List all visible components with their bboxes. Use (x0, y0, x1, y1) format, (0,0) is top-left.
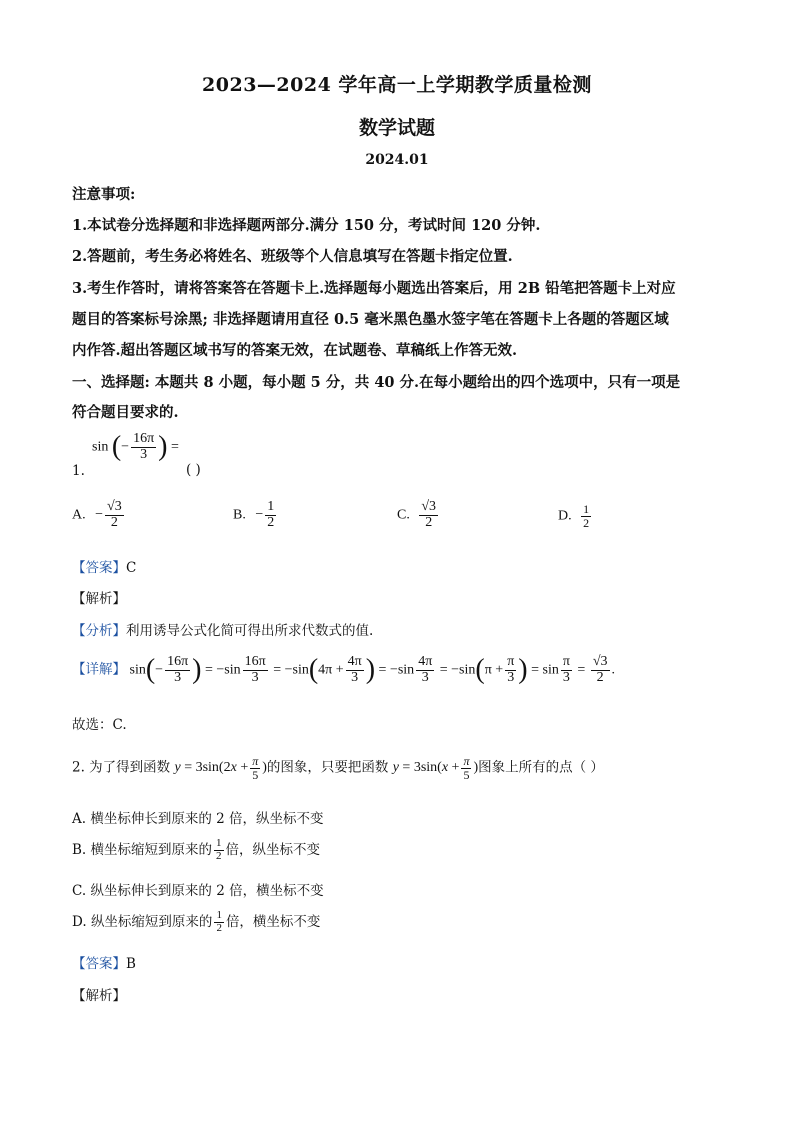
q1-frac-num: 16π (133, 431, 155, 446)
option-label: B. (233, 507, 246, 523)
option-num: 1 (583, 502, 590, 516)
exam-date: 2024.01 (365, 152, 429, 168)
q1-detail: 【详解】 sin(− $\frac{16\pi}{3}$ ) = −sin $\frac{16\pi}{3}$ = −sin(4π + $\frac{4\pi}{3}$ ) = −sin $\frac{4\pi}{3}$ = −sin(π + $\frac{\pi}{3}$ ) = sin $\frac{\pi}{3}$ = $\frac{√3}{2}$ . (72, 654, 616, 686)
q2-option-c (72, 879, 324, 899)
notice-item-3: 3.考生作答时，请将答案答在答题卡上.选择题每小题选出答案后，用 2B 铅笔把答题卡上对应 (72, 280, 676, 297)
option-sign: − (95, 507, 104, 523)
page-subtitle: 数学试题 (358, 117, 435, 139)
q2-stem-b: 的图象，只要把函数 (266, 759, 389, 776)
section-heading-cont: 符合题目要求的. (72, 404, 179, 421)
option-text-b: 倍，纵坐标不变 (225, 842, 321, 858)
q1-option-d (558, 503, 593, 529)
q2-stem (72, 755, 604, 781)
option-label: A. (72, 811, 87, 827)
q2-option-b: B. 横坐标缩短到原来的 $\frac{1}{2}$ 倍，纵坐标不变 (72, 837, 321, 862)
q2-stem-a: 2. 为了得到函数 (72, 759, 171, 776)
option-den: 2 (267, 514, 275, 530)
detail-tag: 【详解】 (72, 661, 126, 678)
q1-expression (92, 432, 179, 462)
option-label: D. (72, 914, 87, 930)
q1-conclusion: 故选：C. (72, 717, 127, 733)
q1-blank: ( ) (186, 462, 201, 478)
q1-fraction (131, 432, 156, 462)
option-num: √3 (421, 499, 437, 514)
q1-sin: sin (92, 439, 109, 455)
answer-value: B (126, 956, 136, 972)
q1-option-c (397, 500, 440, 530)
option-den: 2 (110, 514, 118, 530)
q2-func2: y = 3sin(x + $\frac{\pi}{5}$ ) (392, 754, 479, 782)
q2-func1: y = 3sin(2x + $\frac{\pi}{5}$ ) (174, 754, 267, 782)
q2-explain-tag: 【解析】 (72, 988, 126, 1004)
q1-option-a (72, 500, 126, 530)
q1-frac-den: 3 (140, 446, 148, 462)
option-den: 2 (425, 514, 433, 530)
answer-tag: 【答案】 (72, 560, 126, 576)
q1-explain-tag: 【解析】 (72, 591, 126, 607)
notice-heading: 注意事项: (72, 186, 136, 203)
option-num: 1 (267, 499, 275, 514)
option-text: 纵坐标伸长到原来的 2 倍，横坐标不变 (90, 883, 324, 899)
q1-analysis (72, 619, 373, 639)
notice-item-3-end: 内作答.超出答题区域书写的答案无效，在试题卷、草稿纸上作答无效. (72, 342, 518, 359)
option-sign: − (255, 507, 264, 523)
analysis-text: 利用诱导公式化简可得出所求代数式的值. (126, 623, 374, 639)
answer-tag: 【答案】 (72, 956, 126, 972)
notice-item-3-cont: 题目的答案标号涂黑; 非选择题请用直径 0.5 毫米黑色墨水签字笔在答题卡上各题的答题区域 (72, 311, 669, 328)
notice-item-1: 1.本试卷分选择题和非选择题两部分.满分 150 分，考试时间 120 分钟. (72, 217, 541, 234)
q2-option-a (72, 807, 324, 827)
option-label: C. (72, 883, 87, 899)
q1-equals: = (170, 439, 179, 455)
option-label: C. (397, 507, 410, 523)
q2-stem-c: 图象上所有的点（ ） (478, 759, 604, 776)
option-den: 2 (583, 515, 590, 530)
q2-option-d: D. 纵坐标缩短到原来的 $\frac{1}{2}$ 倍，横坐标不变 (72, 909, 321, 934)
q1-answer (72, 556, 136, 576)
q1-option-b (233, 500, 278, 530)
option-text: 横坐标伸长到原来的 2 倍，纵坐标不变 (90, 811, 324, 827)
option-text-b: 倍，横坐标不变 (225, 914, 321, 930)
option-text: 横坐标缩短到原来的 (90, 842, 213, 858)
paren-right: ) (158, 431, 168, 463)
q1-number: 1. (72, 463, 85, 479)
option-label: D. (558, 508, 572, 524)
section-heading: 一、选择题: 本题共 8 小题，每小题 5 分，共 40 分.在每小题给出的四个选项中，只有一项是 (72, 374, 681, 391)
page-title: 2023—2024 学年高一上学期教学质量检测 (202, 74, 592, 96)
q2-answer (72, 952, 136, 972)
q1-neg: − (121, 439, 130, 455)
paren-left: ( (111, 431, 122, 463)
analysis-tag: 【分析】 (72, 623, 126, 639)
notice-item-2: 2.答题前，考生务必将姓名、班级等个人信息填写在答题卡指定位置. (72, 248, 513, 265)
option-num: √3 (107, 499, 122, 514)
option-label: B. (72, 842, 87, 858)
option-label: A. (72, 507, 86, 523)
answer-value: C (126, 560, 137, 576)
option-text: 纵坐标缩短到原来的 (90, 914, 213, 930)
